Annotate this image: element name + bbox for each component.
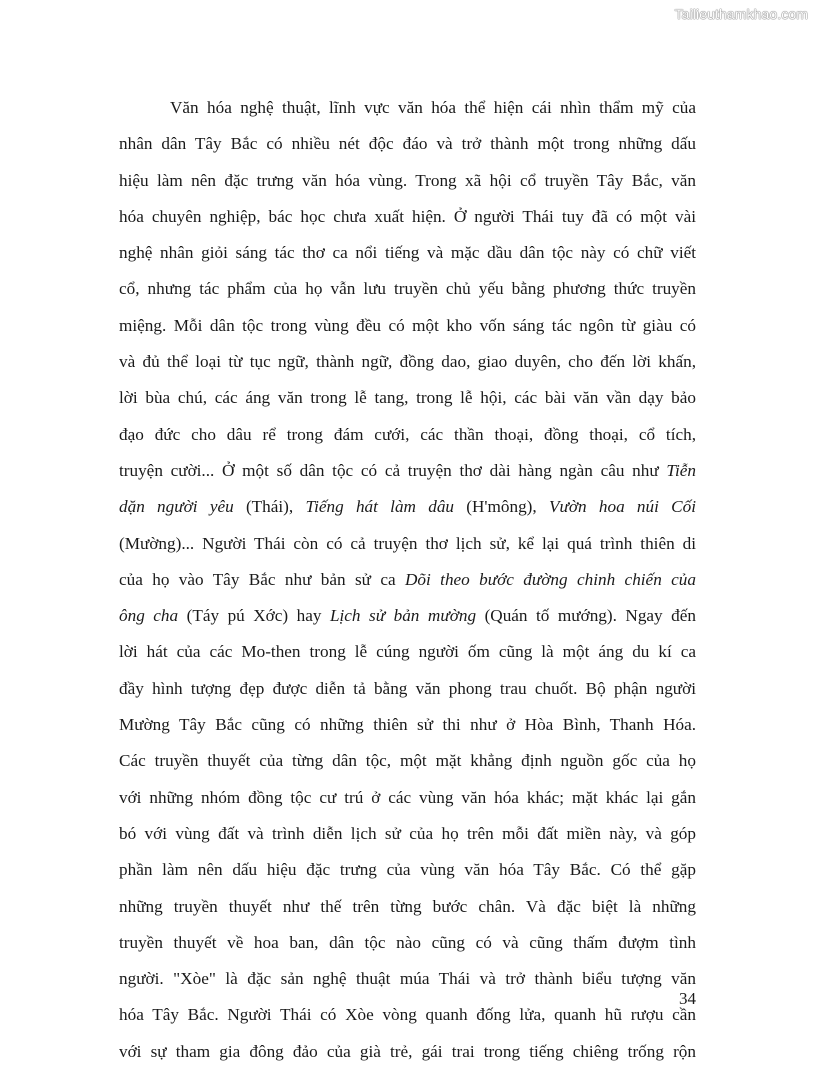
text-line [119,852,696,888]
text-line [119,199,696,235]
text-line [119,889,696,925]
text-line [119,126,696,162]
italic-title-run: dặn người yêu [119,497,234,517]
text-run: bó với vùng đất và trình diễn lịch sử của họ trên mỗi đất miền này, và góp [119,823,696,843]
text-run: với những nhóm đồng tộc cư trú ở các vùng văn hóa khác; mặt khác lại gắn [119,787,696,807]
text-line [119,780,696,816]
text-line [119,380,696,416]
text-run: (Thái), [233,497,306,517]
text-line [119,271,696,307]
italic-title-run: Tiễn [666,460,696,480]
text-run: Các truyền thuyết của từng dân tộc, một mặt khẳng định nguồn gốc của họ [119,751,696,771]
text-line [119,453,696,489]
text-run: nghệ nhân giỏi sáng tác thơ ca nổi tiếng và mặc dầu dân tộc này có chữ viết [119,243,696,263]
watermark: Tailieuthamkhao.com [674,6,808,22]
text-run: hóa chuyên nghiệp, bác học chưa xuất hiện. Ở người Thái tuy đã có một vài [119,206,696,226]
text-run: đầy hình tượng đẹp được diễn tả bằng văn phong trau chuốt. Bộ phận người [119,678,696,698]
text-line [119,1034,696,1070]
text-run: nhân dân Tây Bắc có nhiều nét độc đáo và trở thành một trong những dấu [119,134,696,154]
text-line [119,308,696,344]
text-line [119,925,696,961]
document-body [119,90,696,1070]
text-line [119,562,696,598]
text-run: lời hát của các Mo-then trong lễ cúng người ốm cũng là một áng du kí ca [119,642,696,662]
text-run: (H'mông), [454,497,549,517]
text-line [119,598,696,634]
text-run: của họ vào Tây Bắc như bản sử ca [119,569,405,589]
italic-title-run: Lịch sử bản mường [329,606,477,626]
text-run: (Mường)... Người Thái còn có cả truyện thơ lịch sử, kể lại quá trình thiên di [119,533,696,553]
text-run: (Táy pú Xớc) hay [178,606,330,626]
text-run: (Quán tố mướng). Ngay đến [476,606,696,626]
text-line [119,997,696,1033]
text-run: người. "Xòe" là đặc sản nghệ thuật múa Thái và trở thành biểu tượng văn [119,969,696,989]
text-run: đạo đức cho dâu rể trong đám cưới, các thần thoại, đồng thoại, cổ tích, [119,424,696,444]
text-line [119,344,696,380]
text-line [119,489,696,525]
text-run: hóa Tây Bắc. Người Thái có Xòe vòng quanh đống lửa, quanh hũ rượu cần [119,1005,696,1025]
italic-title-run: ông cha [119,606,179,626]
text-run: lời bùa chú, các áng văn trong lễ tang, trong lễ hội, các bài văn vần dạy bảo [119,388,696,408]
page-number: 34 [679,989,696,1008]
text-line [119,235,696,271]
text-run: những truyền thuyết như thế trên từng bước chân. Và đặc biệt là những [119,896,696,916]
text-run: phần làm nên dấu hiệu đặc trưng của vùng văn hóa Tây Bắc. Có thể gặp [119,860,696,880]
text-run: Mường Tây Bắc cũng có những thiên sử thi như ở Hòa Bình, Thanh Hóa. [119,715,696,735]
text-run: và đủ thể loại từ tục ngữ, thành ngữ, đồng dao, giao duyên, cho đến lời khấn, [119,352,696,372]
text-run: cổ, nhưng tác phẩm của họ vẫn lưu truyền chủ yếu bằng phương thức truyền [119,279,696,299]
text-run: Văn hóa nghệ thuật, lĩnh vực văn hóa thể hiện cái nhìn thẩm mỹ của [170,98,696,117]
text-line [119,816,696,852]
italic-title-run: Vườn hoa núi Cối [548,497,696,517]
text-line [119,417,696,453]
text-line [119,90,696,126]
text-line [119,961,696,997]
text-run: miệng. Mỗi dân tộc trong vùng đều có một kho vốn sáng tác ngôn từ giàu có [119,315,696,335]
italic-title-run: Dõi theo bước đường chinh chiến của [405,569,696,589]
text-line [119,634,696,670]
text-run: với sự tham gia đông đảo của già trẻ, gái trai trong tiếng chiêng trống rộn [119,1041,696,1061]
text-line [119,707,696,743]
text-run: truyền thuyết về hoa ban, dân tộc nào cũng có và cũng thấm đượm tình [119,932,696,952]
text-line [119,526,696,562]
text-run: truyện cười... Ở một số dân tộc có cả truyện thơ dài hàng ngàn câu như [119,460,667,480]
text-line [119,163,696,199]
italic-title-run: Tiếng hát làm dâu [305,497,455,517]
text-run: hiệu làm nên đặc trưng văn hóa vùng. Trong xã hội cổ truyền Tây Bắc, văn [119,170,696,190]
text-line [119,671,696,707]
text-line [119,743,696,779]
